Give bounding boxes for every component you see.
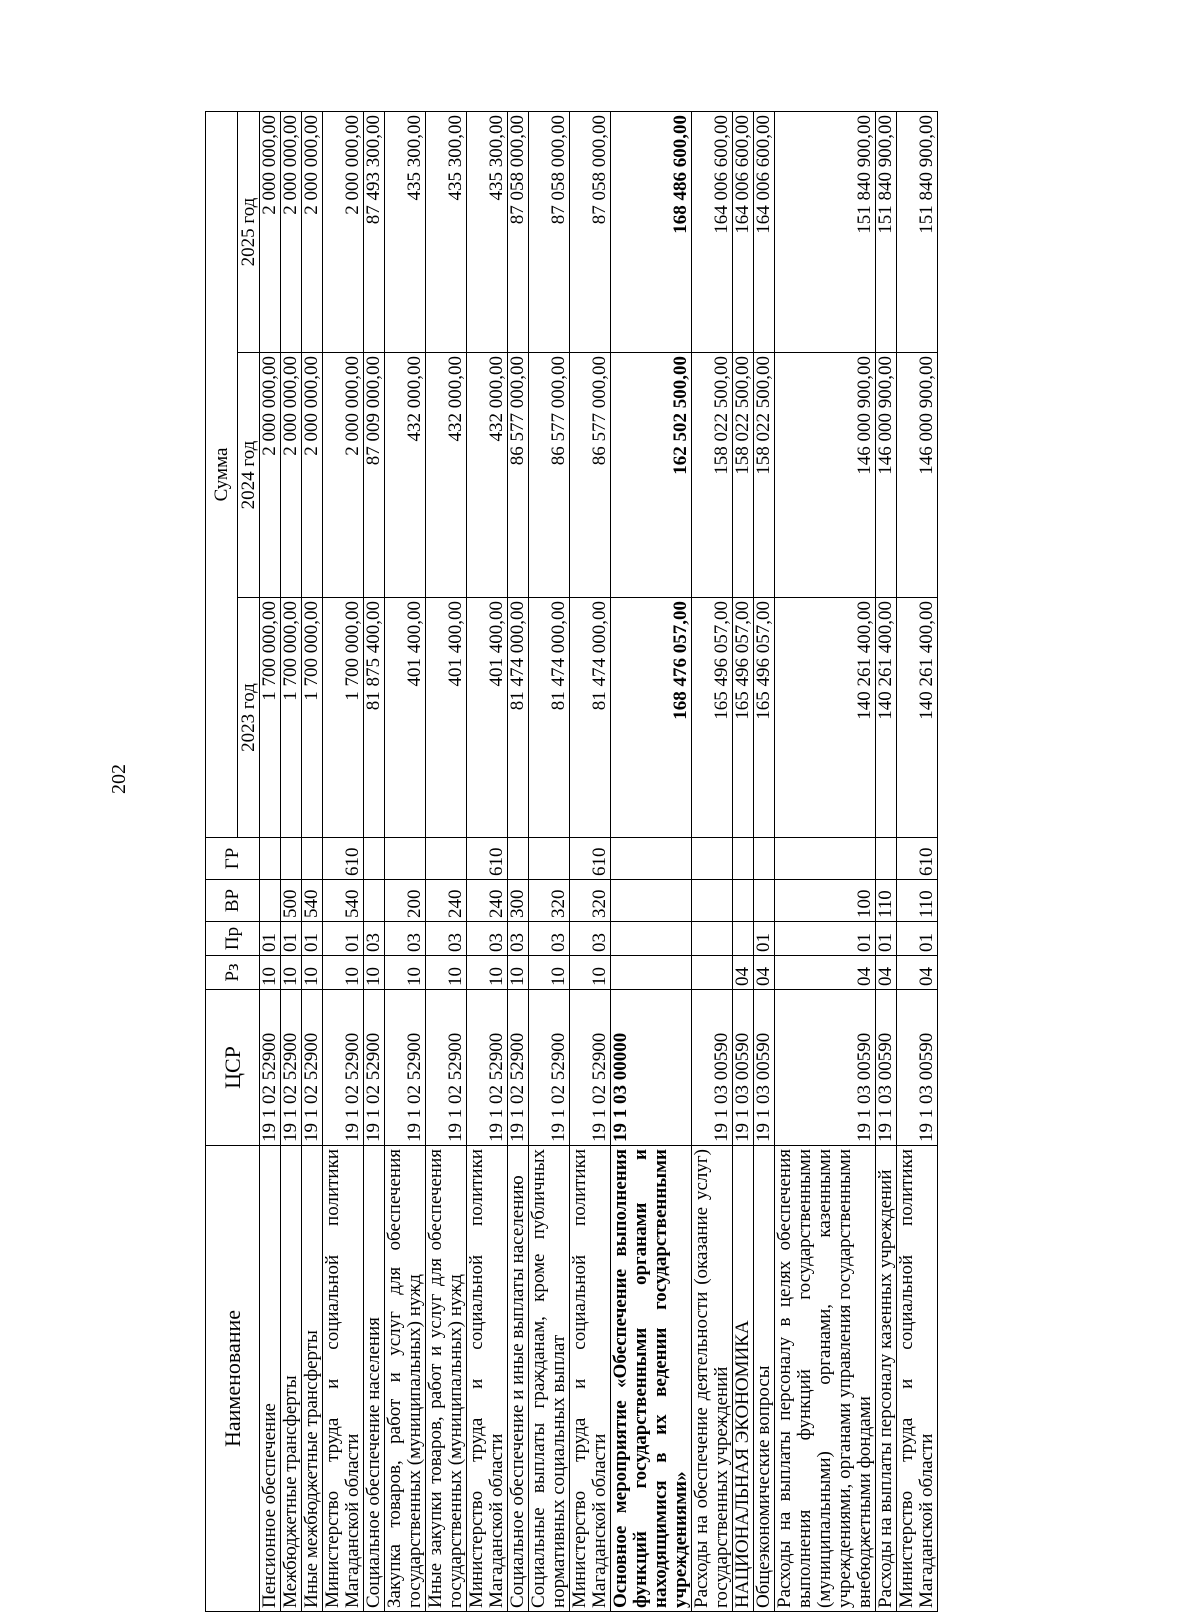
cell-2024: 86 577 000,00 [529, 353, 570, 598]
table-row [529, 111, 570, 1611]
cell-2024: 2 000 000,00 [323, 353, 364, 598]
cell-name: Иные межбюджетные трансферты [302, 1146, 323, 1612]
cell-2024: 2 000 000,00 [281, 353, 302, 598]
page-number: 202 [108, 764, 130, 794]
cell-vr: 240 [426, 880, 467, 922]
cell-2023: 140 261 400,00 [897, 598, 938, 838]
header-vr: ВР [206, 880, 260, 922]
header-2024: 2024 год [238, 353, 260, 598]
cell-2025: 435 300,00 [426, 111, 467, 352]
cell-gr: 610 [467, 838, 508, 880]
header-2025: 2025 год [238, 111, 260, 352]
cell-2023: 81 875 400,00 [364, 598, 385, 838]
cell-rz: 10 [570, 956, 611, 990]
cell-csr: 19 1 03 00590 [754, 990, 775, 1146]
header-name: Наименование [206, 1146, 260, 1612]
table-header-row [206, 111, 238, 1611]
cell-pr: 03 [508, 922, 529, 956]
table-row [323, 111, 364, 1611]
cell-2023: 168 476 057,00 [611, 598, 692, 838]
cell-gr: 610 [897, 838, 938, 880]
cell-gr [876, 838, 897, 880]
cell-pr: 01 [876, 922, 897, 956]
header-2023: 2023 год [238, 598, 260, 838]
cell-rz: 10 [385, 956, 426, 990]
cell-2023: 165 496 057,00 [754, 598, 775, 838]
table-row [611, 111, 692, 1611]
cell-rz [692, 956, 733, 990]
cell-rz: 10 [467, 956, 508, 990]
cell-2025: 151 840 900,00 [876, 111, 897, 352]
cell-2024: 158 022 500,00 [692, 353, 733, 598]
cell-vr: 100 [775, 880, 876, 922]
table-body [260, 111, 938, 1611]
cell-csr: 19 1 02 52900 [302, 990, 323, 1146]
cell-name: Межбюджетные трансферты [281, 1146, 302, 1612]
cell-vr: 540 [302, 880, 323, 922]
cell-2025: 87 058 000,00 [570, 111, 611, 352]
cell-2024: 86 577 000,00 [570, 353, 611, 598]
cell-pr: 03 [364, 922, 385, 956]
cell-pr [611, 922, 692, 956]
cell-vr: 500 [281, 880, 302, 922]
cell-2023: 81 474 000,00 [508, 598, 529, 838]
cell-2025: 151 840 900,00 [897, 111, 938, 352]
cell-csr: 19 1 02 52900 [426, 990, 467, 1146]
cell-2025: 164 006 600,00 [692, 111, 733, 352]
cell-rz: 04 [897, 956, 938, 990]
cell-vr: 540 [323, 880, 364, 922]
cell-rz: 10 [364, 956, 385, 990]
cell-pr: 03 [426, 922, 467, 956]
cell-2023: 1 700 000,00 [281, 598, 302, 838]
cell-2025: 435 300,00 [385, 111, 426, 352]
cell-rz: 04 [754, 956, 775, 990]
cell-rz [611, 956, 692, 990]
cell-2023: 401 400,00 [426, 598, 467, 838]
table-row [508, 111, 529, 1611]
cell-name: Иные закупки товаров, работ и услуг для обеспечения государственных (муниципальных) нужд [426, 1146, 467, 1612]
rotated-page-content [205, 112, 955, 1612]
cell-2023: 140 261 400,00 [876, 598, 897, 838]
cell-pr: 03 [570, 922, 611, 956]
table-row [876, 111, 897, 1611]
cell-gr [426, 838, 467, 880]
cell-pr: 01 [323, 922, 364, 956]
cell-pr: 01 [775, 922, 876, 956]
cell-name: Социальное обеспечение и иные выплаты населению [508, 1146, 529, 1612]
table-row [467, 111, 508, 1611]
header-pr: Пр [206, 922, 260, 956]
cell-2024: 146 000 900,00 [876, 353, 897, 598]
cell-name: Основное мероприятие «Обеспечение выполнения функций государственными органами и находящимися в их ведении государственными учреждениями» [611, 1146, 692, 1612]
header-rz: Рз [206, 956, 260, 990]
cell-name: Пенсионное обеспечение [260, 1146, 281, 1612]
cell-2024: 162 502 500,00 [611, 353, 692, 598]
cell-csr: 19 1 02 52900 [529, 990, 570, 1146]
cell-rz: 10 [323, 956, 364, 990]
cell-vr: 110 [897, 880, 938, 922]
cell-2024: 432 000,00 [385, 353, 426, 598]
cell-gr [733, 838, 754, 880]
cell-csr: 19 1 03 00590 [775, 990, 876, 1146]
cell-vr: 320 [529, 880, 570, 922]
cell-rz: 10 [426, 956, 467, 990]
cell-2024: 146 000 900,00 [775, 353, 876, 598]
cell-2024: 86 577 000,00 [508, 353, 529, 598]
table-row [385, 111, 426, 1611]
cell-csr: 19 1 02 52900 [508, 990, 529, 1146]
cell-vr [611, 880, 692, 922]
cell-2025: 164 006 600,00 [754, 111, 775, 352]
cell-gr [508, 838, 529, 880]
table-row [733, 111, 754, 1611]
cell-name: НАЦИОНАЛЬНАЯ ЭКОНОМИКА [733, 1146, 754, 1612]
cell-2023: 81 474 000,00 [529, 598, 570, 838]
cell-rz: 04 [775, 956, 876, 990]
cell-vr: 320 [570, 880, 611, 922]
cell-csr: 19 1 03 00590 [897, 990, 938, 1146]
cell-rz: 10 [281, 956, 302, 990]
cell-2025: 435 300,00 [467, 111, 508, 352]
table-row [281, 111, 302, 1611]
header-csr: ЦСР [206, 990, 260, 1146]
cell-vr: 300 [508, 880, 529, 922]
cell-csr: 19 1 02 52900 [260, 990, 281, 1146]
table-row [426, 111, 467, 1611]
table-row [897, 111, 938, 1611]
cell-name: Министерство труда и социальной политики Магаданской области [323, 1146, 364, 1612]
table-row [302, 111, 323, 1611]
cell-name: Общеэкономические вопросы [754, 1146, 775, 1612]
cell-vr: 240 [467, 880, 508, 922]
cell-2025: 151 840 900,00 [775, 111, 876, 352]
cell-2025: 164 006 600,00 [733, 111, 754, 352]
header-sum: Сумма [206, 111, 238, 837]
cell-name: Министерство труда и социальной политики Магаданской области [897, 1146, 938, 1612]
table-row [570, 111, 611, 1611]
cell-rz: 10 [529, 956, 570, 990]
cell-2025: 2 000 000,00 [302, 111, 323, 352]
cell-2024: 2 000 000,00 [302, 353, 323, 598]
cell-vr [364, 880, 385, 922]
header-gr: ГР [206, 838, 260, 880]
cell-gr [281, 838, 302, 880]
cell-name: Расходы на обеспечение деятельности (оказание услуг) государственных учреждений [692, 1146, 733, 1612]
cell-csr: 19 1 02 52900 [323, 990, 364, 1146]
cell-name: Закупка товаров, работ и услуг для обеспечения государственных (муниципальных) нужд [385, 1146, 426, 1612]
cell-pr: 03 [467, 922, 508, 956]
cell-2023: 401 400,00 [467, 598, 508, 838]
cell-pr: 01 [897, 922, 938, 956]
cell-2024: 158 022 500,00 [733, 353, 754, 598]
cell-name: Расходы на выплаты персоналу казенных учреждений [876, 1146, 897, 1612]
cell-csr: 19 1 03 00590 [876, 990, 897, 1146]
cell-rz: 04 [733, 956, 754, 990]
cell-gr [260, 838, 281, 880]
cell-vr [733, 880, 754, 922]
cell-csr: 19 1 03 00590 [692, 990, 733, 1146]
table-row [692, 111, 733, 1611]
cell-name: Министерство труда и социальной политики Магаданской области [570, 1146, 611, 1612]
cell-2023: 1 700 000,00 [323, 598, 364, 838]
cell-rz: 10 [508, 956, 529, 990]
cell-pr: 03 [529, 922, 570, 956]
table-row [364, 111, 385, 1611]
cell-pr: 01 [260, 922, 281, 956]
cell-name: Расходы на выплаты персоналу в целях обеспечения выполнения функций государственными (муниципальными) органами, казенными учреждениями, органами управления государственными внебюджетными фондами [775, 1146, 876, 1612]
cell-pr: 01 [754, 922, 775, 956]
cell-gr [692, 838, 733, 880]
cell-csr: 19 1 02 52900 [467, 990, 508, 1146]
cell-csr: 19 1 02 52900 [281, 990, 302, 1146]
cell-gr: 610 [570, 838, 611, 880]
cell-gr [775, 838, 876, 880]
cell-2023: 401 400,00 [385, 598, 426, 838]
cell-2025: 87 058 000,00 [508, 111, 529, 352]
cell-csr: 19 1 02 52900 [364, 990, 385, 1146]
cell-2023: 165 496 057,00 [692, 598, 733, 838]
table-row [260, 111, 281, 1611]
cell-2025: 2 000 000,00 [281, 111, 302, 352]
cell-pr: 01 [281, 922, 302, 956]
cell-csr: 19 1 03 00000 [611, 990, 692, 1146]
cell-2023: 165 496 057,00 [733, 598, 754, 838]
cell-rz: 10 [302, 956, 323, 990]
cell-gr [364, 838, 385, 880]
cell-2023: 81 474 000,00 [570, 598, 611, 838]
cell-name: Социальное обеспечение населения [364, 1146, 385, 1612]
cell-pr: 01 [302, 922, 323, 956]
cell-name: Социальные выплаты гражданам, кроме публичных нормативных социальных выплат [529, 1146, 570, 1612]
cell-gr [529, 838, 570, 880]
table-row [775, 111, 876, 1611]
cell-2023: 1 700 000,00 [302, 598, 323, 838]
cell-vr [692, 880, 733, 922]
cell-2023: 140 261 400,00 [775, 598, 876, 838]
cell-csr: 19 1 03 00590 [733, 990, 754, 1146]
cell-csr: 19 1 02 52900 [570, 990, 611, 1146]
cell-name: Министерство труда и социальной политики Магаданской области [467, 1146, 508, 1612]
cell-2025: 2 000 000,00 [323, 111, 364, 352]
table-row [754, 111, 775, 1611]
cell-2025: 87 493 300,00 [364, 111, 385, 352]
cell-2023: 1 700 000,00 [260, 598, 281, 838]
cell-2025: 168 486 600,00 [611, 111, 692, 352]
cell-rz: 10 [260, 956, 281, 990]
cell-csr: 19 1 02 52900 [385, 990, 426, 1146]
cell-gr [611, 838, 692, 880]
cell-2025: 87 058 000,00 [529, 111, 570, 352]
cell-vr: 110 [876, 880, 897, 922]
cell-vr: 200 [385, 880, 426, 922]
cell-vr [260, 880, 281, 922]
cell-gr: 610 [323, 838, 364, 880]
cell-pr [692, 922, 733, 956]
cell-2024: 146 000 900,00 [897, 353, 938, 598]
cell-gr [385, 838, 426, 880]
cell-2024: 87 009 000,00 [364, 353, 385, 598]
cell-2024: 2 000 000,00 [260, 353, 281, 598]
cell-gr [754, 838, 775, 880]
budget-table [205, 111, 938, 1612]
cell-pr: 03 [385, 922, 426, 956]
cell-2025: 2 000 000,00 [260, 111, 281, 352]
cell-gr [302, 838, 323, 880]
cell-pr [733, 922, 754, 956]
cell-2024: 158 022 500,00 [754, 353, 775, 598]
cell-rz: 04 [876, 956, 897, 990]
cell-2024: 432 000,00 [467, 353, 508, 598]
cell-2024: 432 000,00 [426, 353, 467, 598]
cell-vr [754, 880, 775, 922]
